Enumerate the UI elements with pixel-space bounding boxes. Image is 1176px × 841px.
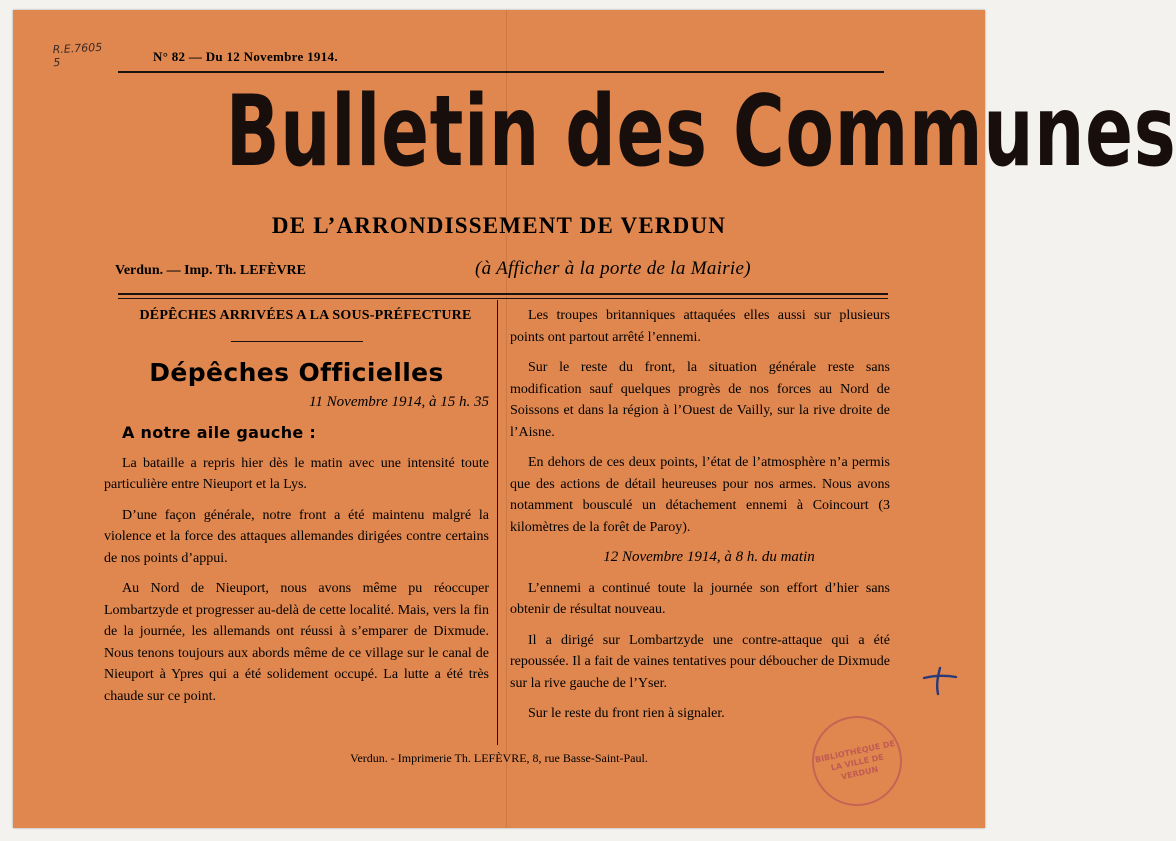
left-wing-heading: A notre aile gauche : [122, 423, 317, 442]
section-heading: DÉPÊCHES ARRIVÉES A LA SOUS-PRÉFECTURE [139, 308, 472, 323]
dateline-second: 12 Novembre 1914, à 8 h. du matin [603, 549, 815, 565]
paragraph: La bataille a repris hier dès le matin avec une intensité toute particulière entre Nieuport et la Lys. [104, 455, 489, 492]
paragraph: L’ennemi a continué toute la journée son effort d’hier sans obtenir de résultat nouveau. [510, 580, 890, 617]
left-column [104, 305, 489, 716]
imprint-footer: Verdun. - Imprimerie Th. LEFÈVRE, 8, rue Basse-Saint-Paul. [350, 751, 648, 765]
paragraph: Au Nord de Nieuport, nous avons même pu réoccuper Lombartzyde et progresser au-delà de cette localité. Mais, vers la fin de la journée, les allemands ont réussi à s’emparer de Dixmude. Nous tenons toujours aux abords même de ce village sur le canal de Nieuport à Ypres qui a été solidement occupé. La lutte a été très chaude sur ce point. [104, 581, 489, 704]
archive-mark-line2: 5 [53, 55, 61, 70]
paragraph: Les troupes britanniques attaquées elles aussi sur plusieurs points ont partout arrêté l’ennemi. [510, 308, 890, 345]
paragraph: Sur le reste du front rien à signaler. [528, 706, 725, 721]
archive-mark-line1: R.E.7605 [52, 40, 103, 57]
issue-number: N° 82 — Du 12 Novembre 1914. [153, 49, 338, 64]
header-rule-upper [118, 293, 888, 295]
archive-call-number [52, 41, 103, 70]
paragraph: En dehors de ces deux points, l’état de l’atmosphère n’a permis que des actions de détail heureuses pour nos armes. Nous avons notamment bousculé un détachement ennemi à Coincourt (3 kilomètres de la forêt de Paroy). [510, 455, 890, 535]
masthead-subtitle: DE L’ARRONDISSEMENT DE VERDUN [271, 213, 727, 238]
right-column [510, 305, 890, 734]
dateline-first: 11 Novembre 1914, à 15 h. 35 [309, 393, 489, 410]
paragraph: Sur le reste du front, la situation générale reste sans modification sauf quelques progrès de nos forces au Nord de Soissons et dans la région à l’Ouest de Vailly, sur la rive droite de l’Aisne. [510, 360, 890, 440]
paragraph: Il a dirigé sur Lombartzyde une contre-attaque qui a été repoussée. Il a fait de vaines tentatives pour déboucher de Dixmude sur la rive gauche de l’Yser. [510, 632, 890, 691]
header-rule-lower [118, 298, 888, 299]
dispatch-title: Dépêches Officielles [149, 357, 444, 387]
column-divider [497, 300, 498, 745]
pencil-cross-icon [918, 666, 960, 696]
printer-line: Verdun. — Imp. Th. LEFÈVRE [115, 263, 307, 278]
masthead-title: Bulletin des Communes [225, 75, 1176, 189]
paragraph: D’une façon générale, notre front a été maintenu malgré la violence et la force des attaques allemandes dirigées contre certains de nos points d’appui. [104, 507, 489, 566]
stamp-text: BIBLIOTHÈQUE DE LA VILLE DE VERDUN [814, 738, 896, 782]
short-divider [231, 341, 363, 342]
posting-note: (à Afficher à la porte de la Mairie) [475, 258, 751, 279]
